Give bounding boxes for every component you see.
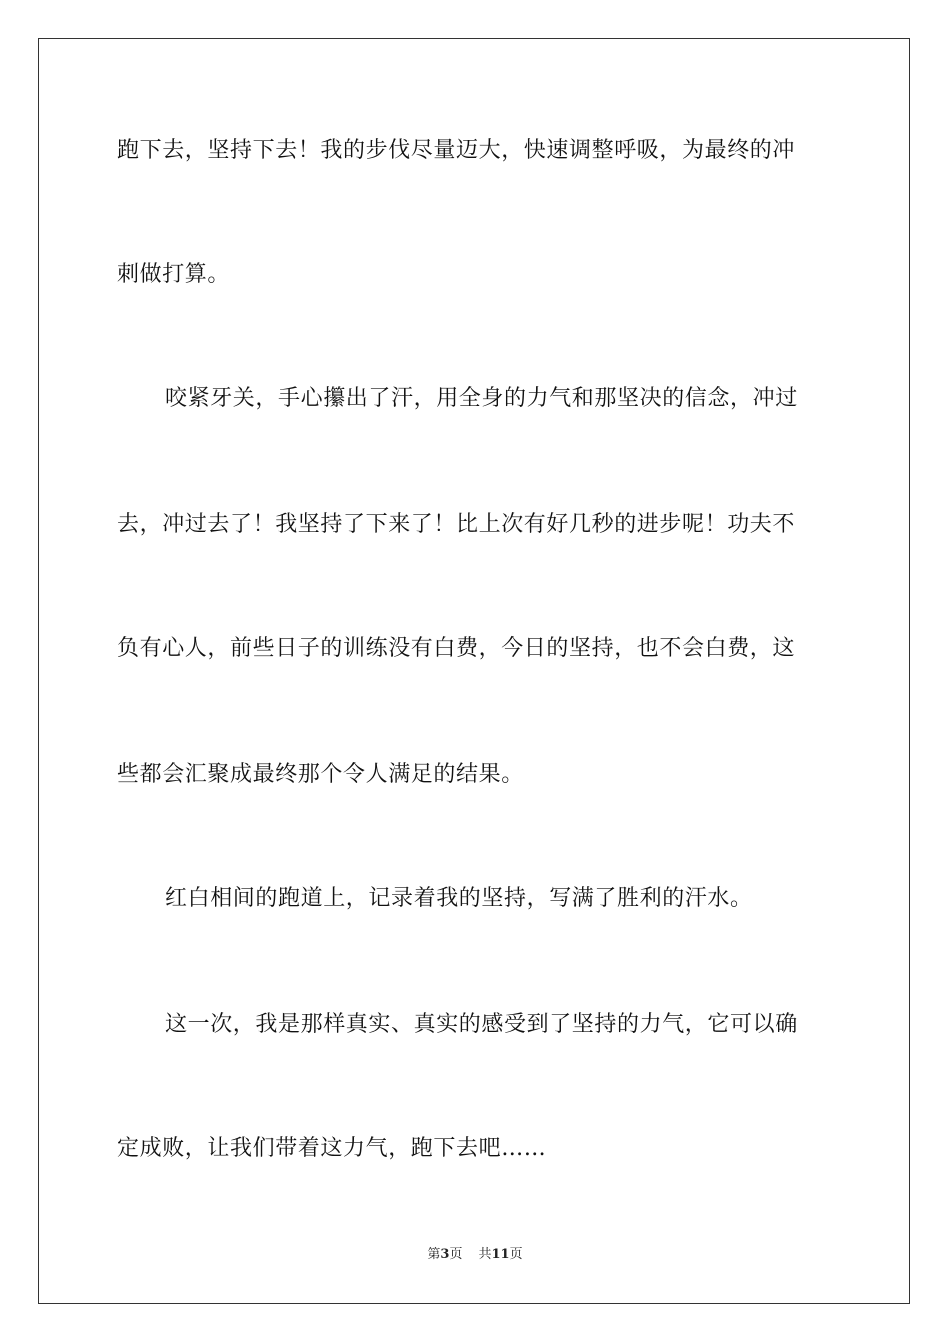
text-line: 去，冲过去了！我坚持了下来了！比上次有好几秒的进步呢！功夫不 [117, 512, 796, 537]
text-line: 刺做打算。 [117, 262, 231, 287]
total-suffix: 页 [509, 1247, 523, 1262]
page-border [38, 38, 910, 1304]
text-line: 负有心人，前些日子的训练没有白费，今日的坚持，也不会白费，这 [117, 636, 796, 661]
text-line: 定成败，让我们带着这力气，跑下去吧…… [117, 1136, 547, 1161]
text-line: 跑下去，坚持下去！我的步伐尽量迈大，快速调整呼吸，为最终的冲 [117, 138, 796, 163]
paragraph-start-line: 咬紧牙关，手心攥出了汗，用全身的力气和那坚决的信念，冲过 [165, 386, 798, 411]
text-line: 些都会汇聚成最终那个令人满足的结果。 [117, 762, 524, 787]
page-suffix: 页 [449, 1247, 463, 1262]
total-page-count: 11 [491, 1247, 510, 1262]
paragraph-start-line: 这一次，我是那样真实、真实的感受到了坚持的力气，它可以确 [165, 1012, 798, 1037]
total-prefix: 共 [478, 1247, 492, 1262]
paragraph-start-line: 红白相间的跑道上，记录着我的坚持，写满了胜利的汗水。 [165, 886, 753, 911]
page-prefix: 第 [427, 1247, 441, 1262]
current-page-number: 3 [440, 1247, 450, 1262]
page-footer [0, 1246, 950, 1264]
